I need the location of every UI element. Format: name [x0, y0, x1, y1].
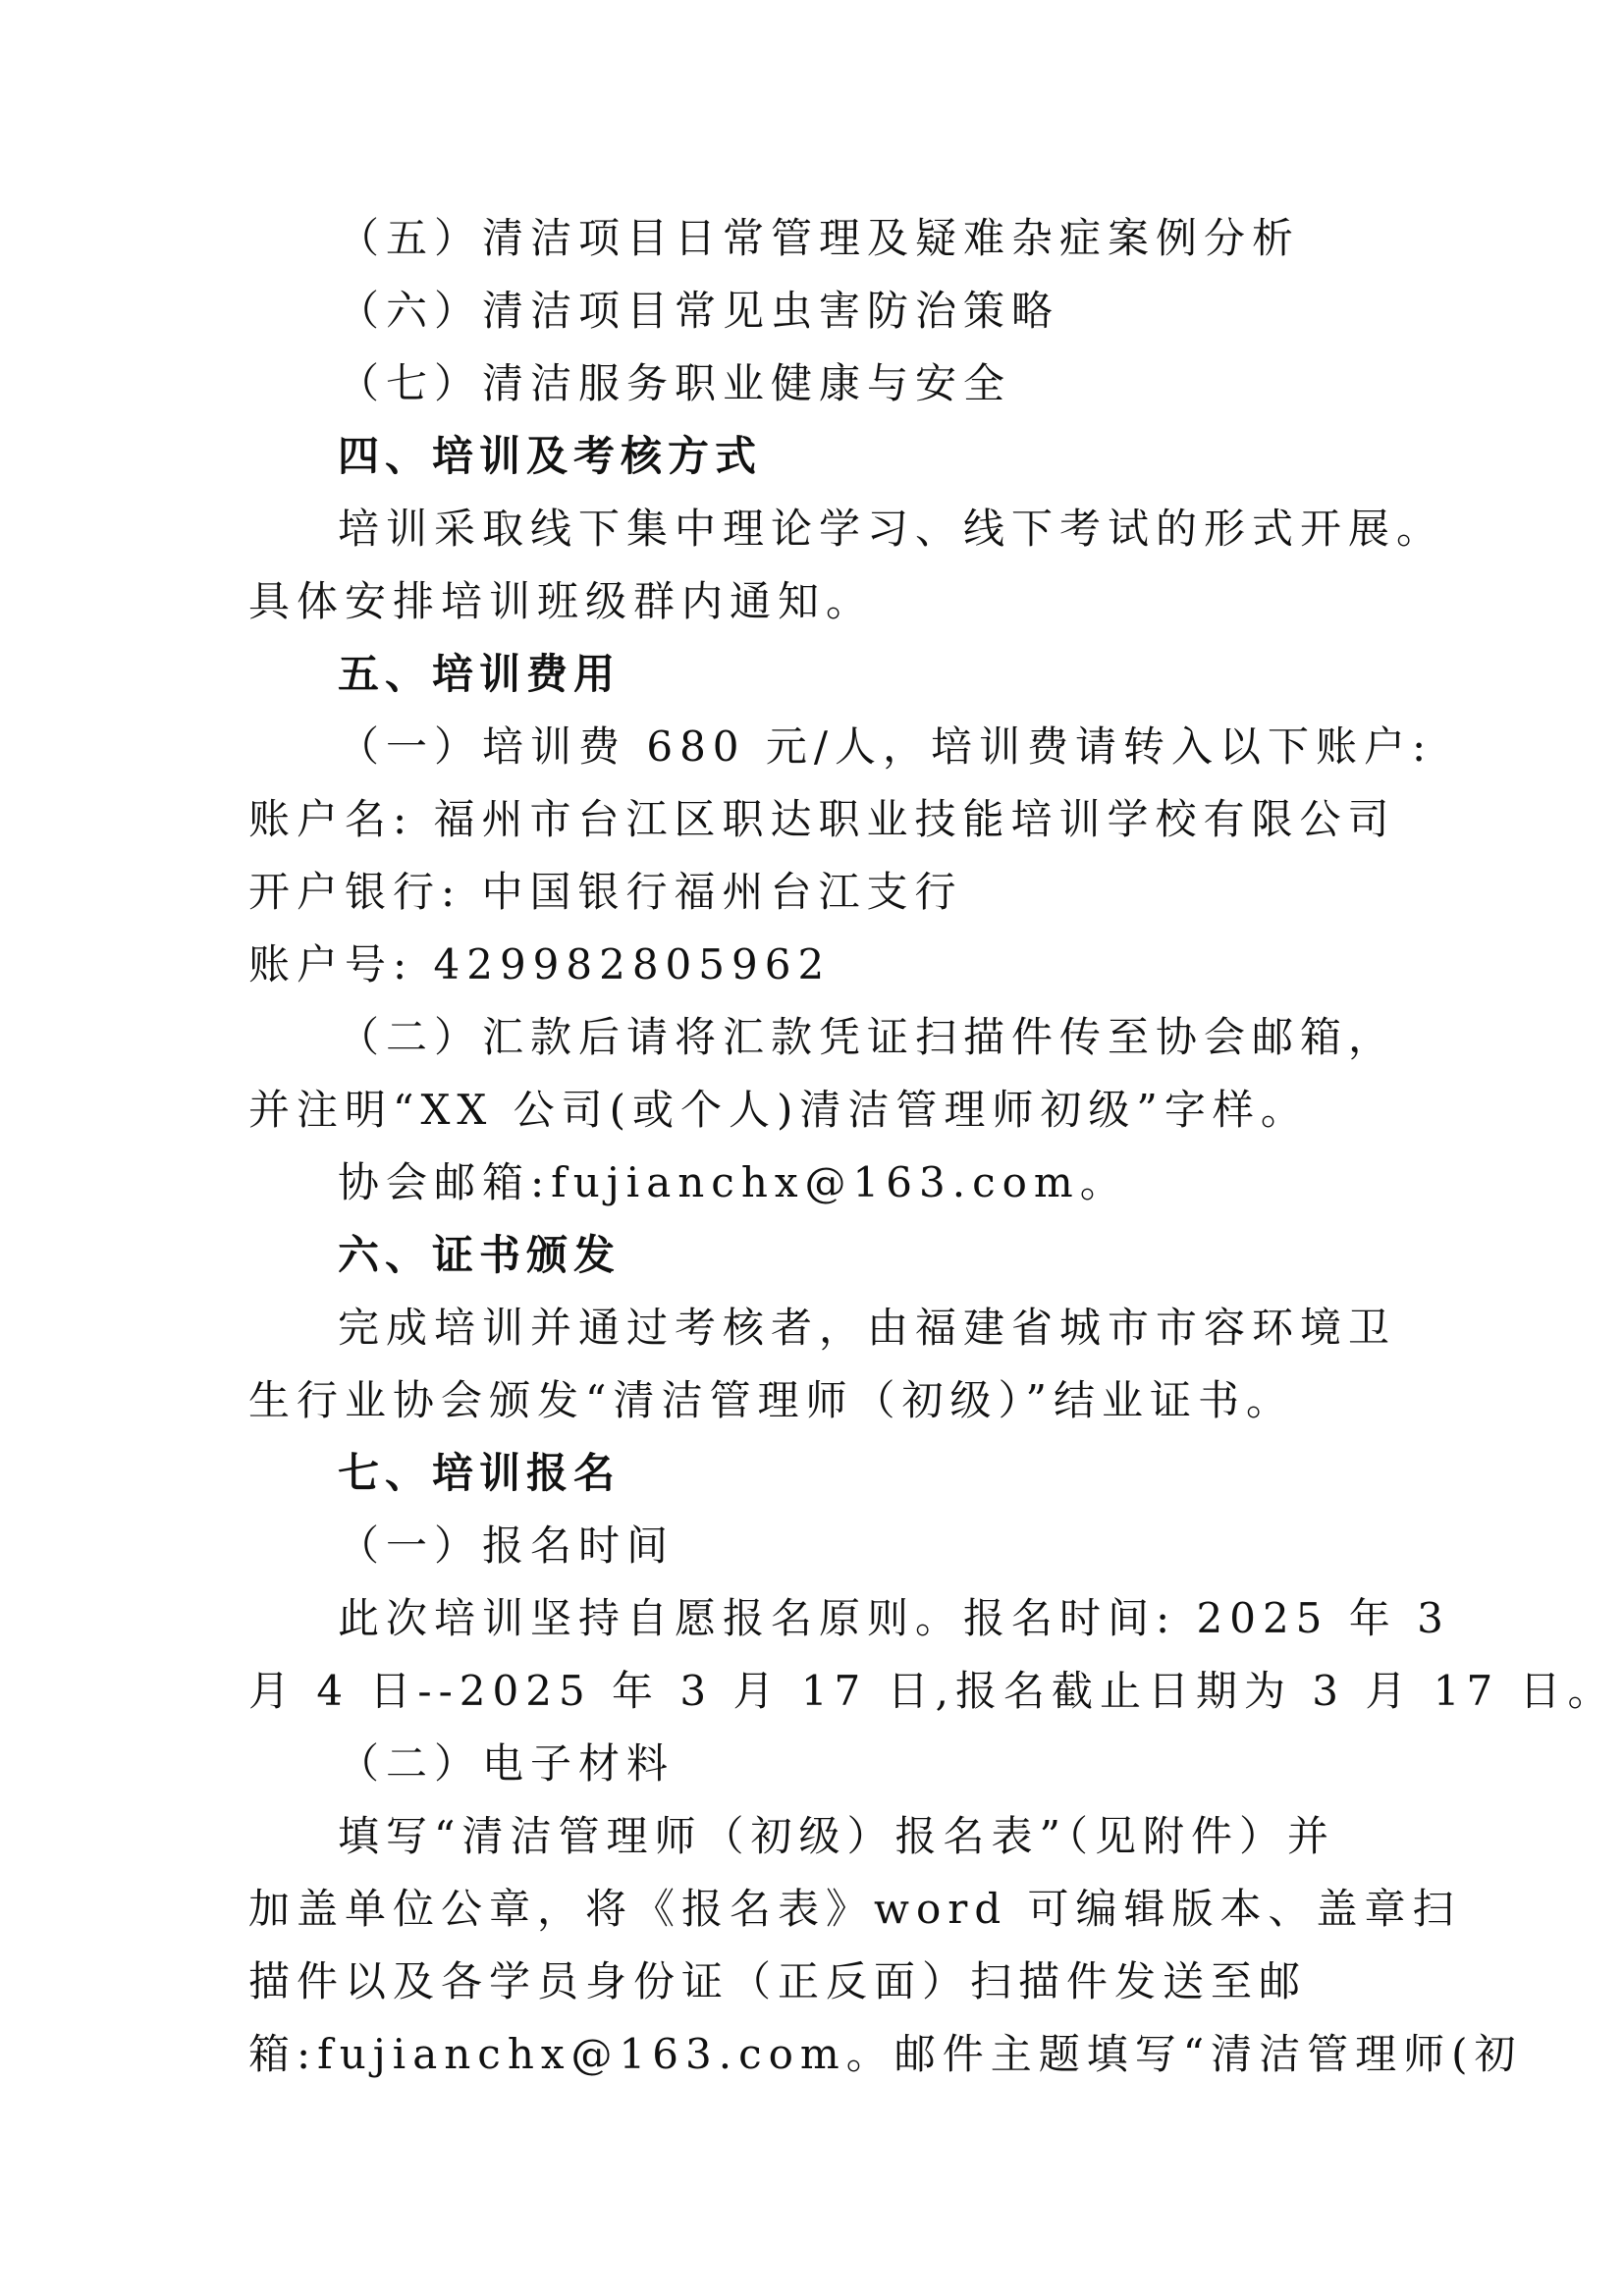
subheading-electronic-materials: （二）电子材料	[338, 1739, 676, 1788]
paragraph-line: 箱:fujianchx@163.com。邮件主题填写“清洁管理师(初	[248, 2030, 1523, 2078]
section-heading-4: 四、培训及考核方式	[338, 432, 763, 480]
paragraph-line: 完成培训并通过考核者，由福建省城市市容环境卫	[338, 1304, 1397, 1352]
paragraph-line: （一）培训费 680 元/人，培训费请转入以下账户:	[338, 722, 1434, 771]
paragraph-line: 培训采取线下集中理论学习、线下考试的形式开展。	[338, 505, 1445, 553]
list-item-7: （七）清洁服务职业健康与安全	[338, 359, 1012, 407]
account-bank: 开户银行: 中国银行福州台江支行	[248, 868, 963, 916]
paragraph-line: 并注明“XX 公司(或个人)清洁管理师初级”字样。	[248, 1086, 1309, 1134]
paragraph-line: 月 4 日--2025 年 3 月 17 日,报名截止日期为 3 月 17 日。	[248, 1667, 1616, 1715]
association-email: 协会邮箱:fujianchx@163.com。	[338, 1158, 1128, 1206]
list-item-5: （五）清洁项目日常管理及疑难杂症案例分析	[338, 214, 1301, 262]
paragraph-line: 描件以及各学员身份证（正反面）扫描件发送至邮	[248, 1957, 1308, 2005]
paragraph-line: 此次培训坚持自愿报名原则。报名时间: 2025 年 3	[338, 1594, 1450, 1642]
subheading-registration-time: （一）报名时间	[338, 1522, 676, 1570]
paragraph-line: 填写“清洁管理师（初级）报名表”（见附件）并	[338, 1812, 1335, 1860]
section-heading-5: 五、培训费用	[338, 650, 622, 698]
section-heading-6: 六、证书颁发	[338, 1231, 622, 1279]
list-item-6: （六）清洁项目常见虫害防治策略	[338, 287, 1060, 335]
section-heading-7: 七、培训报名	[338, 1449, 622, 1497]
account-name: 账户名: 福州市台江区职达职业技能培训学校有限公司	[248, 795, 1396, 843]
paragraph-line: 生行业协会颁发“清洁管理师（初级）”结业证书。	[248, 1376, 1294, 1424]
paragraph-line: （二）汇款后请将汇款凭证扫描件传至协会邮箱，	[338, 1013, 1397, 1061]
paragraph-line: 具体安排培训班级群内通知。	[248, 577, 875, 625]
paragraph-line: 加盖单位公章，将《报名表》word 可编辑版本、盖章扫	[248, 1885, 1461, 1933]
account-number: 账户号: 429982805962	[248, 940, 832, 988]
